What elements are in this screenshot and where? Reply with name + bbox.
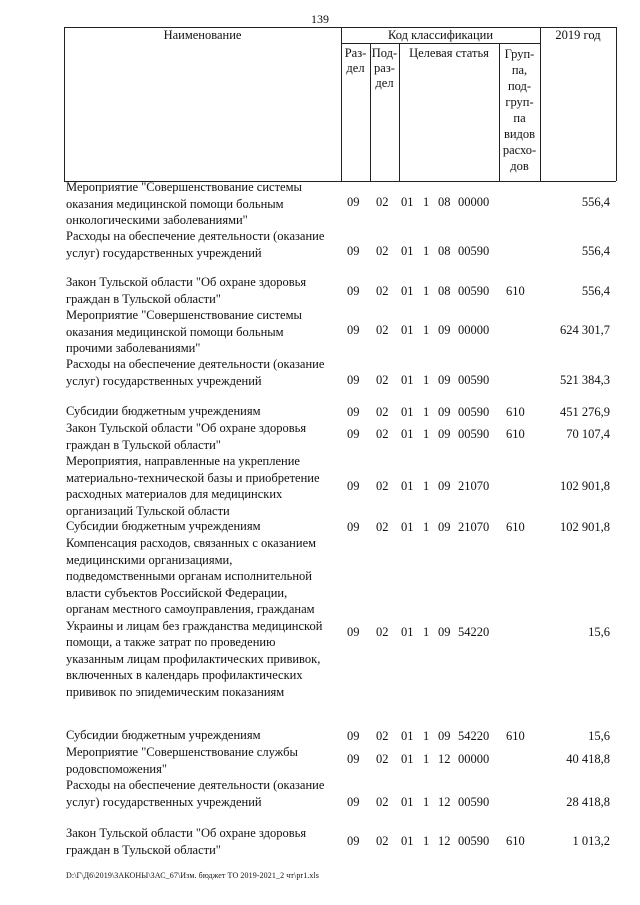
target-subprogram-code: 1 [423,834,430,848]
target-event-code: 09 [438,405,451,419]
amount-2019: 556,4 [581,244,610,258]
target-direction-code: 21070 [458,479,490,493]
target-program-code: 01 [401,520,414,534]
subsection-code: 02 [376,244,389,258]
amount-2019: 15,6 [588,729,610,743]
target-direction-code: 00590 [458,244,490,258]
subsection-code: 02 [376,427,389,441]
section-code: 09 [347,373,360,387]
row-name [66,825,341,858]
row-name-line: расходных материалов для медицинских [66,487,283,501]
row-name-line: Субсидии бюджетным учреждениям [66,728,261,742]
target-program-code: 01 [401,834,414,848]
row-name-line: помощи, а также затрат по проведению [66,635,276,649]
target-event-code: 09 [438,479,451,493]
section-code: 09 [347,625,360,639]
row-name-line: Расходы на обеспечение деятельности (оказание [66,229,325,243]
row-name [66,727,341,744]
target-direction-code: 00000 [458,195,490,209]
target-program-code: 01 [401,284,414,298]
row-name-line: граждан в Тульской области" [66,437,221,452]
row-name [66,453,341,519]
target-event-code: 09 [438,373,451,387]
row-name-line: Закон Тульской области "Об охране здоровья [66,275,307,289]
amount-2019: 1 013,2 [572,834,610,848]
row-name-line: подведомственными органам исполнительной [66,569,312,583]
target-program-code: 01 [401,729,414,743]
section-code: 09 [347,729,360,743]
amount-2019: 556,4 [581,284,610,298]
row-name-line: оказания медицинской помощи больным [66,324,284,339]
header-classification: Код классификации [387,28,494,42]
target-subprogram-code: 1 [423,284,430,298]
target-subprogram-code: 1 [423,244,430,258]
target-direction-code: 00590 [458,834,490,848]
target-program-code: 01 [401,427,414,441]
subsection-code: 02 [376,625,389,639]
subsection-code: 02 [376,795,389,809]
target-event-code: 09 [438,427,451,441]
subsection-code: 02 [376,752,389,766]
target-event-code: 08 [438,284,451,298]
row-name-line: указанным лицам профилактических прививок, [66,651,321,666]
target-program-code: 01 [401,323,414,337]
amount-2019: 556,4 [581,195,610,209]
row-name-line: Компенсация расходов, связанных с оказанием [66,536,317,550]
target-subprogram-code: 1 [423,520,430,534]
amount-2019: 451 276,9 [560,405,610,419]
section-code: 09 [347,479,360,493]
expense-group-code: 610 [506,284,525,298]
amount-2019: 102 901,8 [560,479,610,493]
subsection-code: 02 [376,520,389,534]
target-program-code: 01 [401,752,414,766]
target-event-code: 09 [438,323,451,337]
target-event-code: 12 [438,752,451,766]
target-program-code: 01 [401,625,414,639]
target-event-code: 09 [438,625,451,639]
target-subprogram-code: 1 [423,195,430,209]
row-name-line: Расходы на обеспечение деятельности (оказание [66,357,325,371]
target-event-code: 09 [438,729,451,743]
amount-2019: 15,6 [588,625,610,639]
row-name-line: Расходы на обеспечение деятельности (оказание [66,778,325,792]
table-left-border [64,27,65,181]
row-name-line: оказания медицинской помощи больным [66,196,284,211]
header-name: Наименование [163,28,242,42]
target-event-code: 12 [438,795,451,809]
expense-group-code: 610 [506,405,525,419]
section-code: 09 [347,405,360,419]
target-direction-code: 00590 [458,427,490,441]
row-name-line: прочими заболеваниями" [66,341,201,355]
target-subprogram-code: 1 [423,752,430,766]
section-code: 09 [347,427,360,441]
target-direction-code: 54220 [458,729,490,743]
row-name-line: Мероприятие "Совершенствование службы [66,745,298,759]
row-name-line: организаций Тульской области [66,503,230,518]
subsection-code: 02 [376,195,389,209]
row-name [66,307,341,357]
subsection-code: 02 [376,405,389,419]
subsection-code: 02 [376,479,389,493]
target-subprogram-code: 1 [423,625,430,639]
classification-column-divider [540,27,541,181]
row-name [66,420,341,453]
row-name-line: услуг) государственных учреждений [66,373,262,388]
target-event-code: 08 [438,195,451,209]
expense-group-code: 610 [506,520,525,534]
header-expense-group: Груп- па, под- груп- па видов расхо- дов [502,47,537,173]
row-name-line: Мероприятие "Совершенствование системы [66,308,302,322]
target-direction-code: 00590 [458,284,490,298]
row-name-line: Мероприятие "Совершенствование системы [66,180,302,194]
target-subprogram-code: 1 [423,795,430,809]
expense-group-code: 610 [506,834,525,848]
target-subprogram-code: 1 [423,479,430,493]
row-name [66,228,341,261]
header-year: 2019 год [555,28,601,42]
target-direction-code: 00590 [458,373,490,387]
subsection-code: 02 [376,729,389,743]
target-program-code: 01 [401,244,414,258]
row-name [66,777,341,810]
target-subprogram-code: 1 [423,373,430,387]
section-code: 09 [347,195,360,209]
target-program-code: 01 [401,795,414,809]
row-name-line: граждан в Тульской области" [66,842,221,857]
target-event-code: 09 [438,520,451,534]
row-name-line: онкологическими заболеваниями" [66,213,248,227]
section-code: 09 [347,323,360,337]
target-direction-code: 21070 [458,520,490,534]
target-direction-code: 00000 [458,323,490,337]
target-subprogram-code: 1 [423,729,430,743]
row-name-line: услуг) государственных учреждений [66,794,262,809]
row-name [66,518,341,535]
target-program-code: 01 [401,479,414,493]
target-program-code: 01 [401,373,414,387]
row-name-line: власти субъектов Российской Федерации, [66,585,288,600]
target-direction-code: 00590 [458,405,490,419]
amount-2019: 40 418,8 [566,752,610,766]
row-name-line: Субсидии бюджетным учреждениям [66,404,261,418]
header-subsection: Под- раз- дел [371,46,398,90]
page-number: 139 [311,12,329,26]
row-name [66,535,341,700]
row-name-line: Мероприятия, направленные на укрепление [66,454,300,468]
section-code: 09 [347,752,360,766]
row-name-line: родовспоможения" [66,761,167,776]
target-event-code: 08 [438,244,451,258]
row-name [66,403,341,420]
target-program-code: 01 [401,405,414,419]
section-code: 09 [347,284,360,298]
target-direction-code: 00590 [458,795,490,809]
amount-2019: 28 418,8 [566,795,610,809]
target-event-code: 12 [438,834,451,848]
row-name-line: включенных в календарь профилактических [66,668,303,682]
target-subprogram-code: 1 [423,323,430,337]
row-name-line: прививок по эпидемическим показаниям [66,684,285,699]
row-name-line: органам местного самоуправления, гражданам [66,602,315,616]
target-direction-code: 00000 [458,752,490,766]
row-name [66,744,341,777]
target-subprogram-code: 1 [423,405,430,419]
expense-group-code: 610 [506,729,525,743]
target-subprogram-code: 1 [423,427,430,441]
table-right-border [616,27,617,181]
header-section: Раз- дел [344,46,367,75]
section-code: 09 [347,834,360,848]
row-name-line: медицинскими организациями, [66,552,233,567]
subsection-column-divider [399,43,400,181]
amount-2019: 70 107,4 [566,427,610,441]
row-name [66,179,341,229]
amount-2019: 521 384,3 [560,373,610,387]
row-name-line: Украины и лицам без гражданства медицинской [66,618,323,633]
section-code: 09 [347,520,360,534]
section-code: 09 [347,795,360,809]
subsection-code: 02 [376,373,389,387]
amount-2019: 102 901,8 [560,520,610,534]
subsection-code: 02 [376,834,389,848]
row-name-line: Закон Тульской области "Об охране здоровья [66,421,307,435]
row-name [66,274,341,307]
row-name [66,356,341,389]
subsection-code: 02 [376,323,389,337]
amount-2019: 624 301,7 [560,323,610,337]
row-name-line: услуг) государственных учреждений [66,245,262,260]
header-target-item: Целевая статья [409,46,489,60]
row-name-line: Субсидии бюджетным учреждениям [66,519,261,533]
row-name-line: граждан в Тульской области" [66,291,221,306]
subsection-code: 02 [376,284,389,298]
footer-file-path: D:\Г\Д6\2019\ЗАКОНЫ\ЗАС_67\Изм. бюджет ТО 2019-2021_2 чт\pr1.xls [66,871,320,880]
target-program-code: 01 [401,195,414,209]
row-name-line: материально-технической базы и приобретение [66,470,320,485]
section-code: 09 [347,244,360,258]
expense-group-code: 610 [506,427,525,441]
target-direction-code: 54220 [458,625,490,639]
row-name-line: Закон Тульской области "Об охране здоровья [66,826,307,840]
